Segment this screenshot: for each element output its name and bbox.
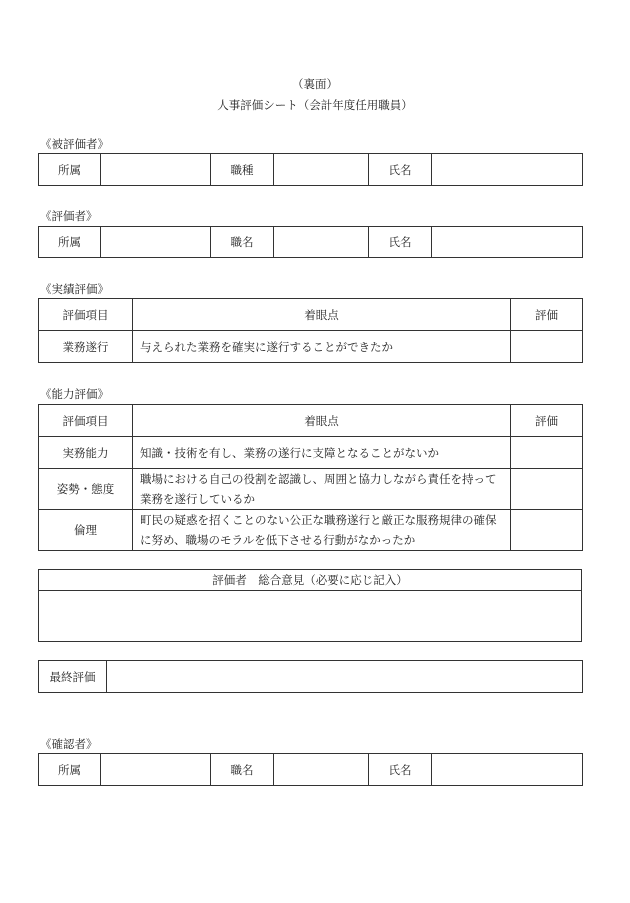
opinion-header: 評価者 総合意見（必要に応じ記入）: [39, 570, 582, 591]
evaluator-name-field[interactable]: [432, 227, 583, 258]
confirmer-table: [38, 753, 583, 786]
page-title: 人事評価シート（会計年度任用職員）: [217, 98, 413, 112]
confirmer-affiliation-field[interactable]: [101, 754, 211, 786]
evaluator-job-field[interactable]: [274, 227, 369, 258]
evaluatee-job-label: 職種: [211, 154, 274, 186]
confirmer-name-label: 氏名: [369, 754, 432, 786]
ability-header-row: [39, 405, 583, 437]
table-row: [39, 469, 583, 510]
ability-section-label: 《能力評価》: [40, 387, 109, 401]
evaluatee-affiliation-field[interactable]: [101, 154, 211, 186]
table-row: [39, 510, 583, 551]
ability-item-label: 実務能力: [39, 437, 133, 469]
performance-section-label: 《実績評価》: [40, 282, 109, 296]
ability-header-rating: 評価: [511, 405, 583, 437]
table-row: [39, 437, 583, 469]
ability-rating-field[interactable]: [511, 510, 583, 551]
ability-item-label: 倫理: [39, 510, 133, 551]
ability-item-label: 姿勢・態度: [39, 469, 133, 510]
ability-table: [38, 404, 583, 551]
evaluator-affiliation-label: 所属: [39, 227, 101, 258]
evaluator-affiliation-field[interactable]: [101, 227, 211, 258]
confirmer-section-label: 《確認者》: [40, 737, 98, 751]
evaluatee-name-field[interactable]: [432, 154, 583, 186]
evaluator-section-label: 《評価者》: [40, 209, 98, 223]
confirmer-job-field[interactable]: [274, 754, 369, 786]
performance-header-point: 着眼点: [133, 299, 511, 331]
confirmer-name-field[interactable]: [432, 754, 583, 786]
evaluatee-name-label: 氏名: [369, 154, 432, 186]
final-evaluation-label: 最終評価: [39, 661, 107, 693]
performance-item-label: 業務遂行: [39, 331, 133, 363]
table-row: [39, 331, 583, 363]
ability-point-text: 知識・技術を有し、業務の遂行に支障となることがないか: [133, 437, 511, 469]
evaluatee-affiliation-label: 所属: [39, 154, 101, 186]
performance-point-text: 与えられた業務を確実に遂行することができたか: [133, 331, 511, 363]
evaluator-table: [38, 226, 583, 258]
evaluator-job-label: 職名: [211, 227, 274, 258]
evaluator-name-label: 氏名: [369, 227, 432, 258]
final-table: [38, 660, 583, 693]
opinion-field[interactable]: [39, 591, 582, 642]
performance-header-rating: 評価: [511, 299, 583, 331]
ability-rating-field[interactable]: [511, 469, 583, 510]
performance-header-row: [39, 299, 583, 331]
ability-header-item: 評価項目: [39, 405, 133, 437]
performance-table: [38, 298, 583, 363]
confirmer-affiliation-label: 所属: [39, 754, 101, 786]
ability-point-text: 町民の疑惑を招くことのない公正な職務遂行と厳正な服務規律の確保に努め、職場のモラルを低下させる行動がなかったか: [133, 510, 511, 551]
ability-header-point: 着眼点: [133, 405, 511, 437]
evaluatee-section-label: 《被評価者》: [40, 137, 109, 151]
confirmer-job-label: 職名: [211, 754, 274, 786]
performance-rating-field[interactable]: [511, 331, 583, 363]
ability-point-text: 職場における自己の役割を認識し、周囲と協力しながら責任を持って業務を遂行しているか: [133, 469, 511, 510]
performance-header-item: 評価項目: [39, 299, 133, 331]
ability-rating-field[interactable]: [511, 437, 583, 469]
opinion-table: [38, 569, 582, 642]
evaluatee-job-field[interactable]: [274, 154, 369, 186]
page-subtitle: （裏面）: [292, 77, 338, 91]
evaluatee-table: [38, 153, 583, 186]
final-evaluation-field[interactable]: [107, 661, 583, 693]
